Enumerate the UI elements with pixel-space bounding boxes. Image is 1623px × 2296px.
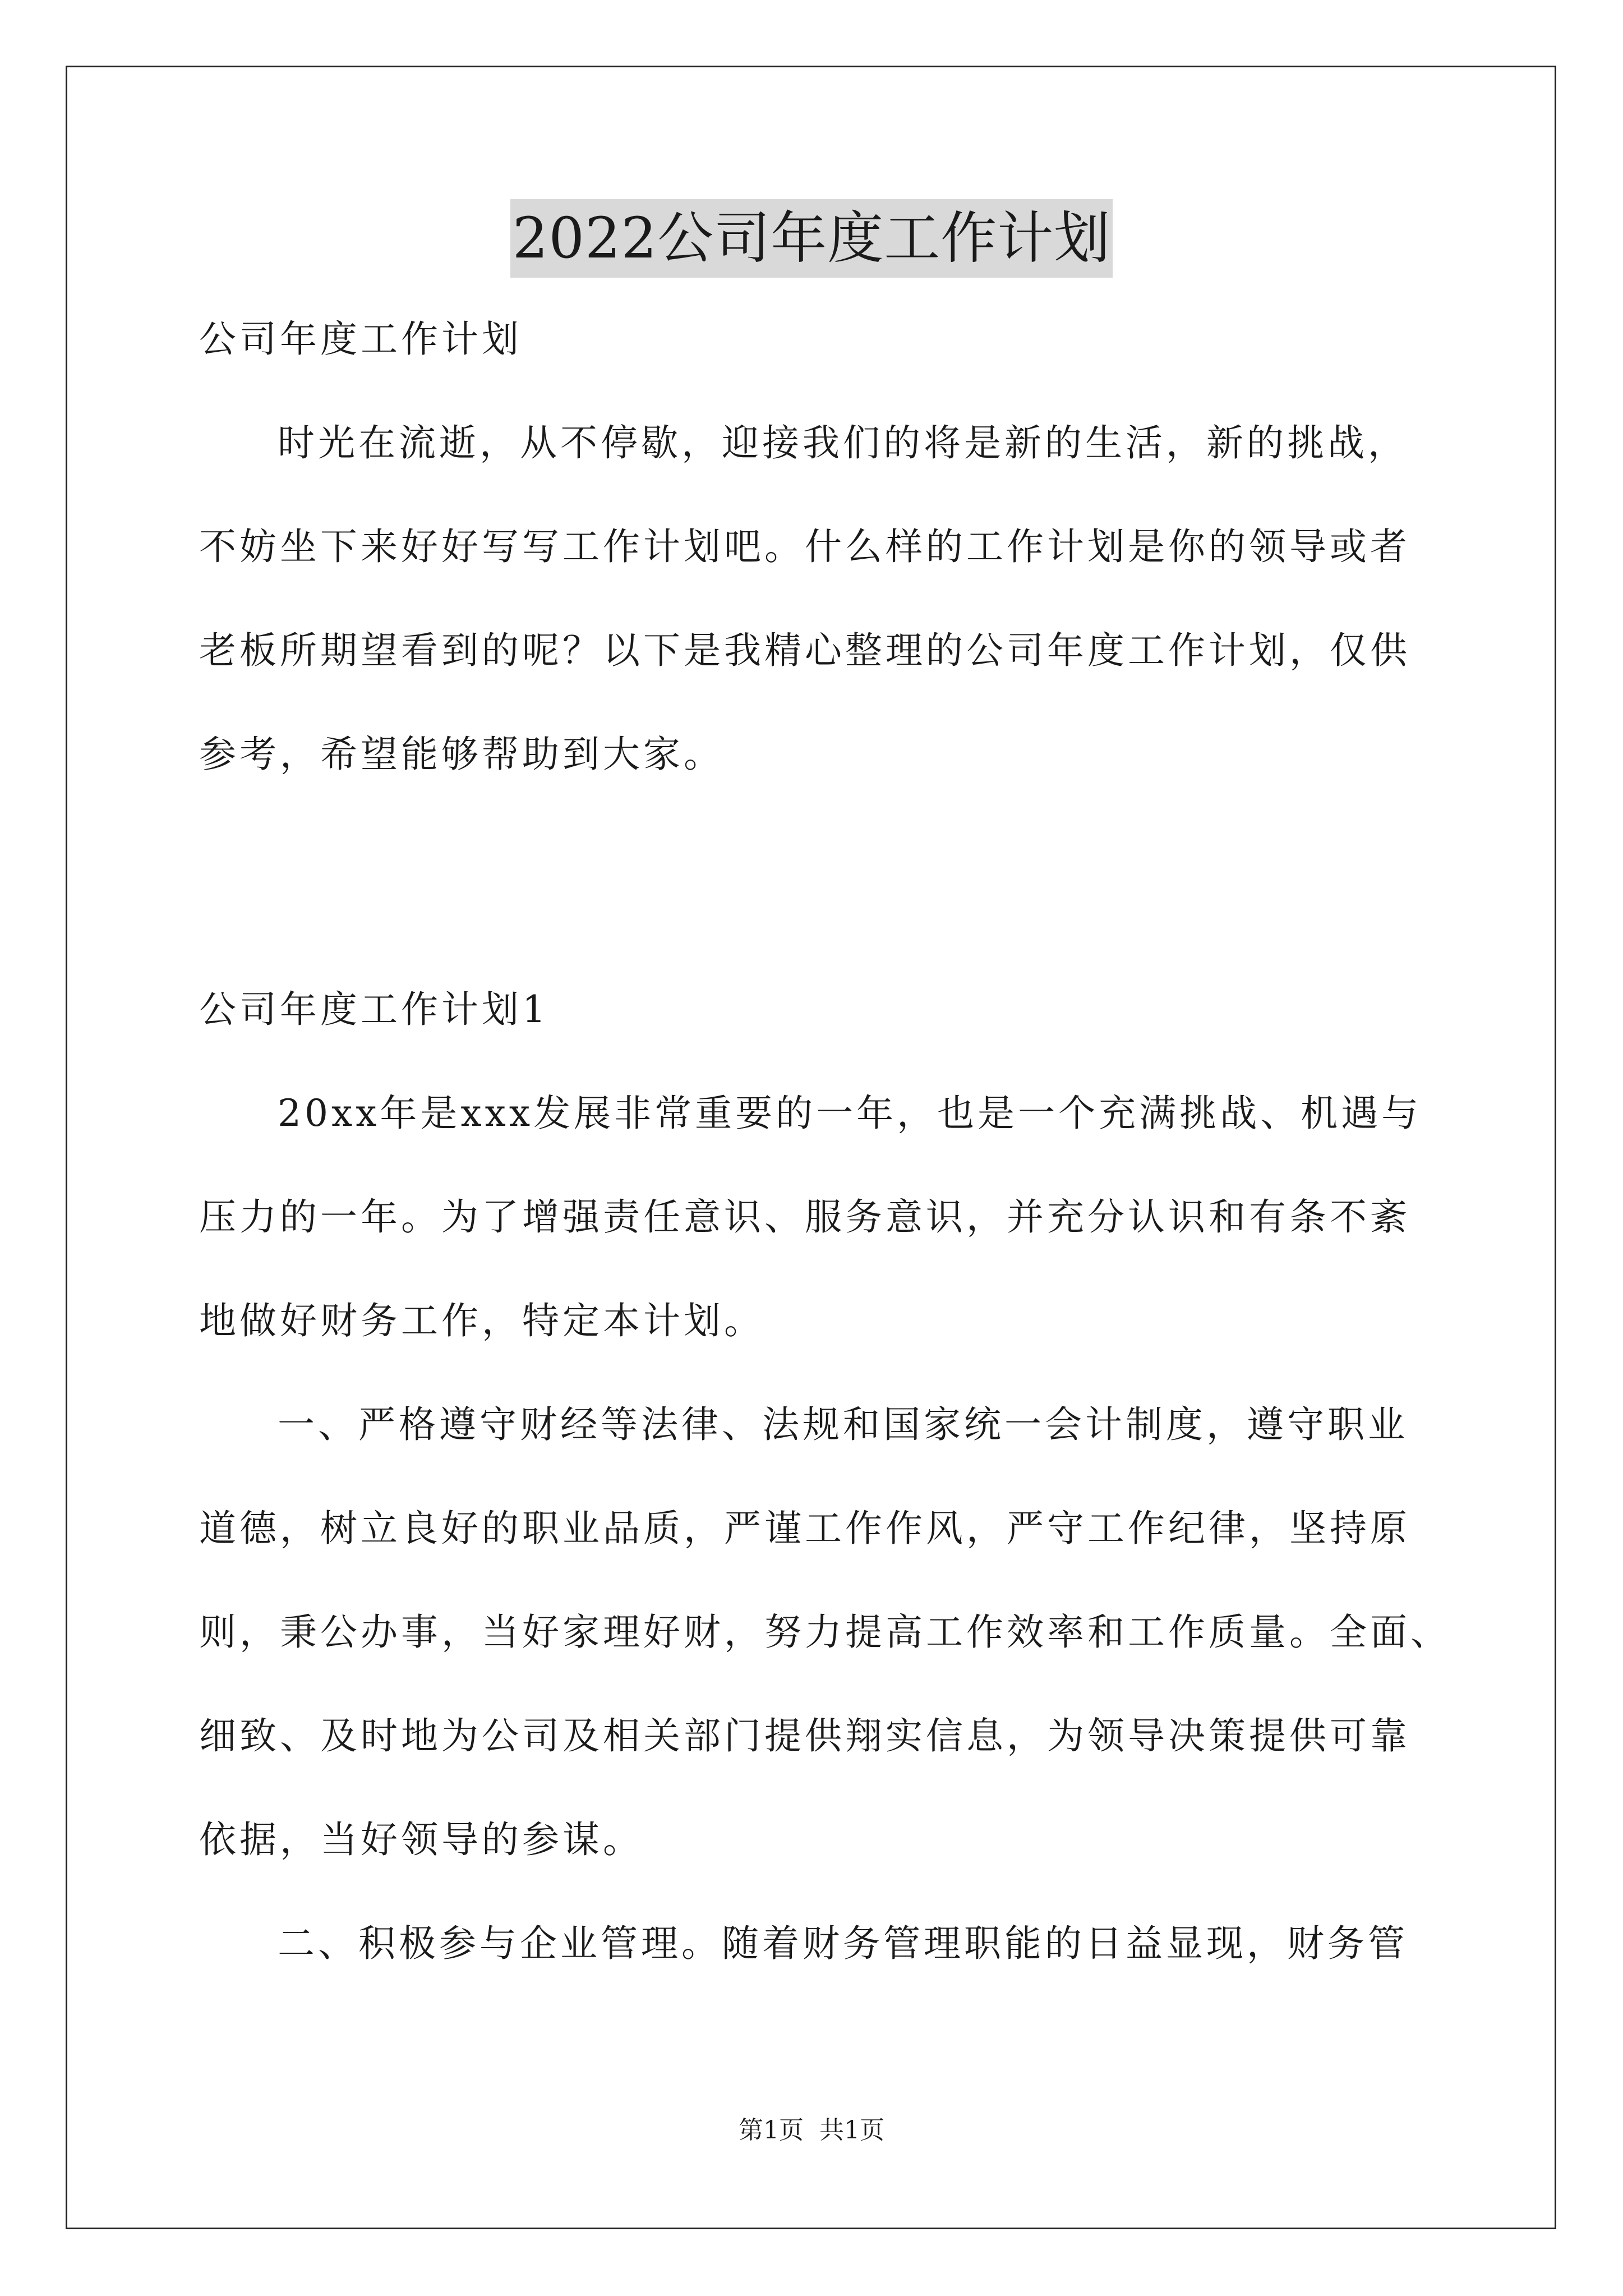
paragraph-line: 细致、及时地为公司及相关部门提供翔实信息，为领导决策提供可靠 [199, 1714, 1410, 1757]
paragraph-line: 压力的一年。为了增强责任意识、服务意识，并充分认识和有条不紊 [199, 1195, 1410, 1239]
page-count: 共1页 [819, 2116, 884, 2145]
title-container [0, 199, 1623, 278]
paragraph-line: 道德，树立良好的职业品质，严谨工作作风，严守工作纪律，坚持原 [199, 1507, 1410, 1550]
paragraph-line: 时光在流逝，从不停歇，迎接我们的将是新的生活，新的挑战， [278, 421, 1408, 464]
section-heading: 公司年度工作计划1 [199, 988, 549, 1031]
paragraph-line: 20xx年是xxx发展非常重要的一年，也是一个充满挑战、机遇与 [278, 1092, 1422, 1135]
paragraph-line: 老板所期望看到的呢？以下是我精心整理的公司年度工作计划，仅供 [199, 629, 1410, 672]
paragraph-line: 依据，当好领导的参谋。 [199, 1818, 643, 1861]
section-heading: 公司年度工作计划 [199, 318, 522, 361]
paragraph-line: 参考，希望能够帮助到大家。 [199, 733, 724, 776]
page-footer [0, 2115, 1623, 2146]
paragraph-line: 则，秉公办事，当好家理好财，努力提高工作效率和工作质量。全面、 [199, 1611, 1451, 1654]
document-title: 2022公司年度工作计划 [510, 199, 1113, 278]
paragraph-line: 一、严格遵守财经等法律、法规和国家统一会计制度，遵守职业 [278, 1403, 1408, 1446]
page-number: 第1页 [739, 2116, 804, 2145]
paragraph-line: 地做好财务工作，特定本计划。 [199, 1299, 764, 1342]
paragraph-line: 不妨坐下来好好写写工作计划吧。什么样的工作计划是你的领导或者 [199, 525, 1410, 568]
page-border [66, 66, 1556, 2229]
paragraph-line: 二、积极参与企业管理。随着财务管理职能的日益显现，财务管 [278, 1922, 1408, 1965]
